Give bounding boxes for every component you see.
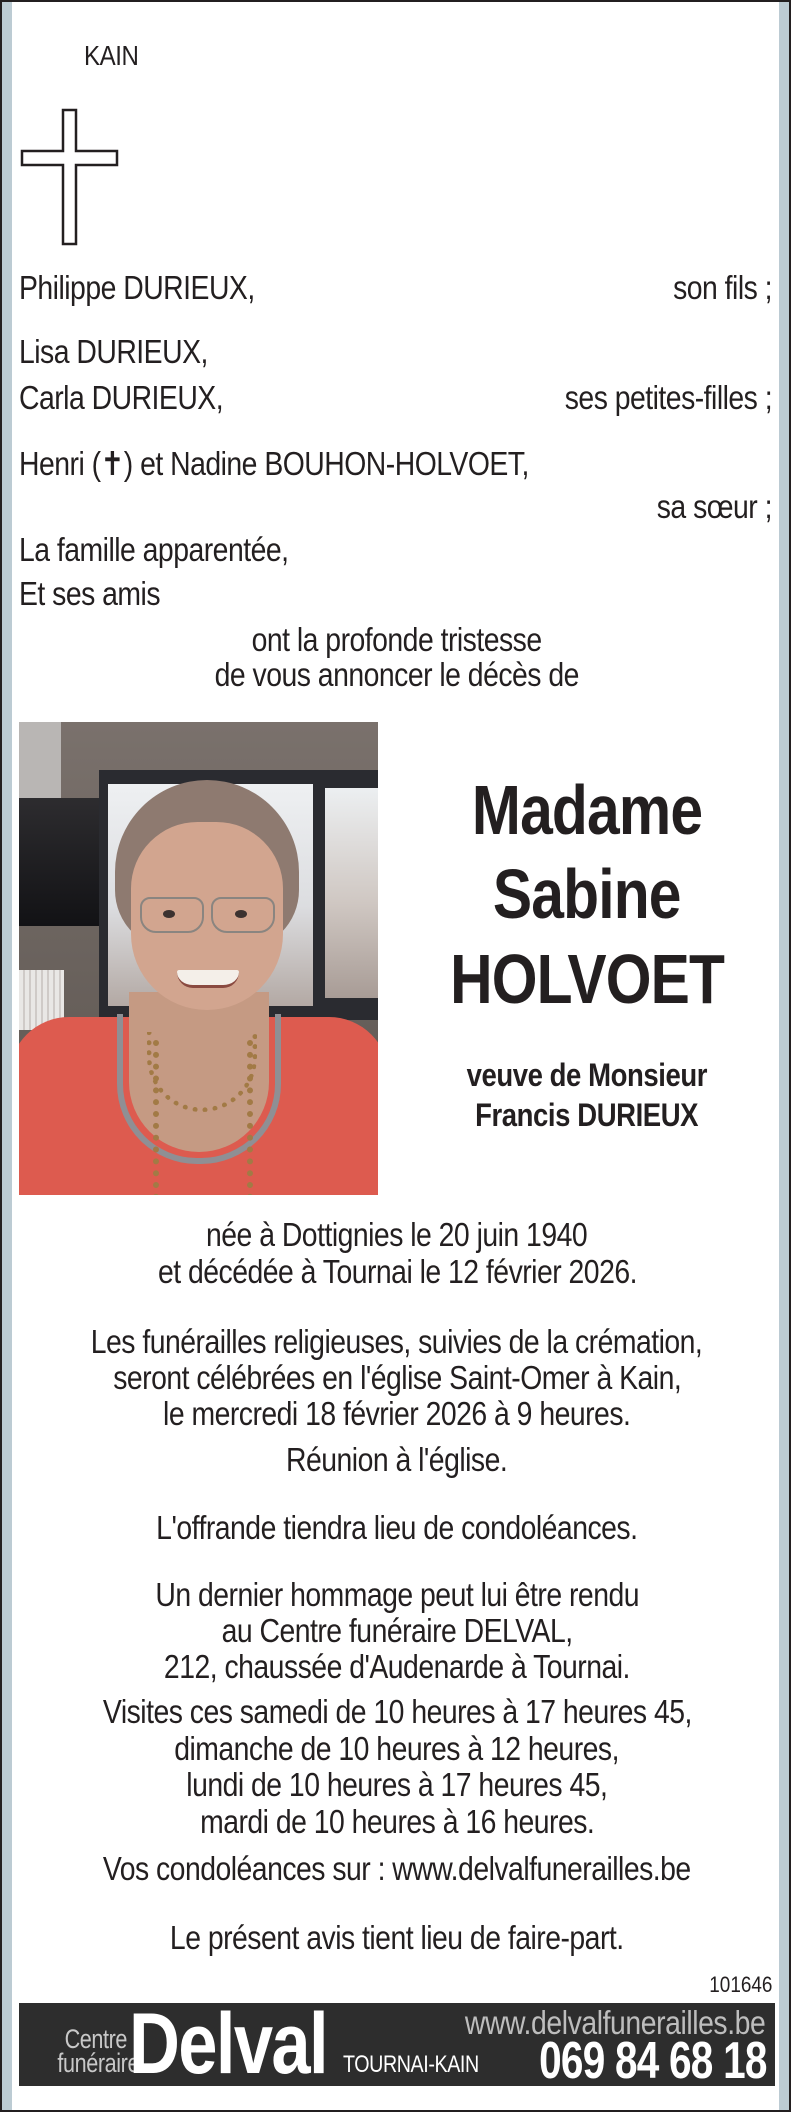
family-member-name: La famille apparentée,: [19, 531, 289, 568]
tribute-line: au Centre funéraire DELVAL,: [221, 1612, 573, 1649]
funeral-line: seront célébrées en l'église Saint-Omer à Kain,: [112, 1359, 681, 1396]
widow-line: veuve de Monsieur: [466, 1057, 708, 1093]
family-relation: ses petites-filles ;: [564, 379, 772, 416]
announcement-line: de vous annoncer le décès de: [214, 656, 580, 693]
cross-icon: [20, 108, 119, 246]
family-relation: sa sœur ;: [656, 488, 772, 525]
banner-website-link[interactable]: www.delvalfunerailles.be: [464, 2004, 765, 2041]
banner-centre-label: Centre funéraire: [57, 2024, 140, 2078]
birth-line: née à Dottignies le 20 juin 1940: [206, 1216, 588, 1253]
visits-line: dimanche de 10 heures à 12 heures,: [174, 1730, 620, 1767]
deceased-last-name: HOLVOET: [450, 940, 724, 1018]
tribute-line: Un dernier hommage peut lui être rendu: [155, 1576, 639, 1613]
funeral-home-banner: [19, 2003, 775, 2086]
tribute-line: 212, chaussée d'Audenarde à Tournai.: [163, 1648, 630, 1685]
family-relation: son fils ;: [673, 269, 772, 306]
deceased-title: Madame: [471, 771, 703, 849]
announcement-line: ont la profonde tristesse: [251, 621, 543, 658]
visits-line: Visites ces samedi de 10 heures à 17 heures 45,: [102, 1693, 692, 1730]
deceased-first-name: Sabine: [493, 855, 681, 933]
family-member-name: Henri (✝) et Nadine BOUHON-HOLVOET,: [19, 445, 529, 482]
family-member-name: Et ses amis: [19, 575, 160, 612]
visits-line: lundi de 10 heures à 17 heures 45,: [186, 1766, 608, 1803]
banner-phone-number[interactable]: 069 84 68 18: [539, 2032, 767, 2086]
frame-strip-right: [779, 2, 789, 2110]
family-member-name: Carla DURIEUX,: [19, 379, 224, 416]
death-line: et décédée à Tournai le 12 février 2026.: [157, 1253, 637, 1290]
funeral-line: le mercredi 18 février 2026 à 9 heures.: [163, 1395, 631, 1432]
frame-strip-left: [2, 2, 12, 2110]
offering-line: L'offrande tiendra lieu de condoléances.: [156, 1509, 638, 1546]
closing-line: Le présent avis tient lieu de faire-part.: [170, 1919, 624, 1956]
banner-brand-logo: Delval: [129, 2003, 327, 2086]
banner-city: TOURNAI-KAIN: [343, 2051, 479, 2078]
family-member-name: Philippe DURIEUX,: [19, 269, 255, 306]
deceased-photo: [19, 722, 378, 1195]
meeting-line: Réunion à l'église.: [286, 1441, 508, 1478]
condolences-link-line[interactable]: Vos condoléances sur : www.delvalfunerailles.be: [103, 1850, 691, 1887]
widow-line: Francis DURIEUX: [475, 1097, 699, 1133]
visits-line: mardi de 10 heures à 16 heures.: [199, 1803, 595, 1840]
reference-number: 101646: [708, 1972, 772, 1997]
city-label: KAIN: [84, 40, 139, 71]
family-member-name: Lisa DURIEUX,: [19, 333, 208, 370]
funeral-line: Les funérailles religieuses, suivies de la crémation,: [91, 1323, 703, 1360]
